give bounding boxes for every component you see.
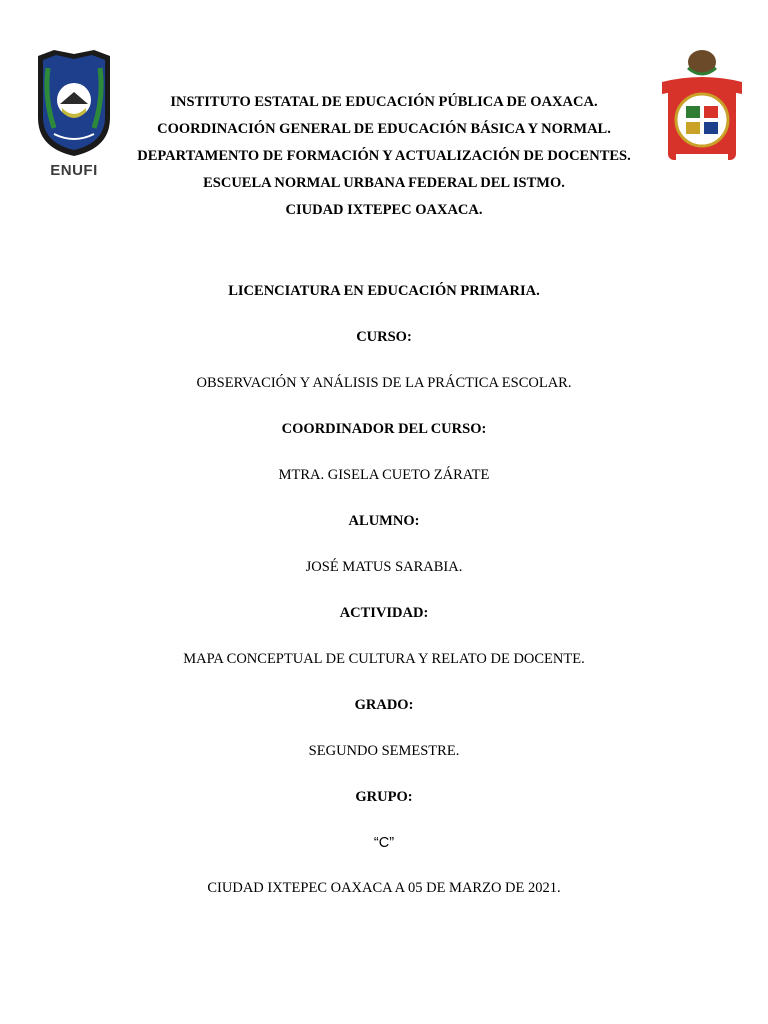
header-line-5: CIUDAD IXTEPEC OAXACA. (285, 202, 483, 218)
institution-header (0, 89, 768, 224)
header-line-1: INSTITUTO ESTATAL DE EDUCACIÓN PÚBLICA DE OAXACA. (170, 94, 598, 110)
course-value: OBSERVACIÓN Y ANÁLISIS DE LA PRÁCTICA ESCOLAR. (196, 375, 572, 391)
coordinator-label: COORDINADOR DEL CURSO: (281, 421, 487, 437)
activity-label: ACTIVIDAD: (339, 605, 429, 621)
header-line-2: COORDINACIÓN GENERAL DE EDUCACIÓN BÁSICA Y NORMAL. (157, 121, 611, 137)
coordinator-value: MTRA. GISELA CUETO ZÁRATE (278, 467, 490, 483)
header-line-3: DEPARTAMENTO DE FORMACIÓN Y ACTUALIZACIÓN DE DOCENTES. (137, 148, 631, 164)
group-label: GRUPO: (355, 789, 413, 805)
student-value: JOSÉ MATUS SARABIA. (305, 559, 463, 575)
program-title: LICENCIATURA EN EDUCACIÓN PRIMARIA. (228, 283, 540, 299)
activity-value: MAPA CONCEPTUAL DE CULTURA Y RELATO DE DOCENTE. (183, 651, 585, 667)
enufi-logo-label: ENUFI (50, 162, 98, 179)
header-line-4: ESCUELA NORMAL URBANA FEDERAL DEL ISTMO. (203, 175, 565, 191)
place-and-date: CIUDAD IXTEPEC OAXACA A 05 DE MARZO DE 2021. (207, 880, 561, 896)
group-value: “C” (373, 835, 395, 851)
grade-label: GRADO: (354, 697, 414, 713)
student-label: ALUMNO: (348, 513, 420, 529)
course-label: CURSO: (356, 329, 412, 345)
grade-value: SEGUNDO SEMESTRE. (308, 743, 460, 759)
